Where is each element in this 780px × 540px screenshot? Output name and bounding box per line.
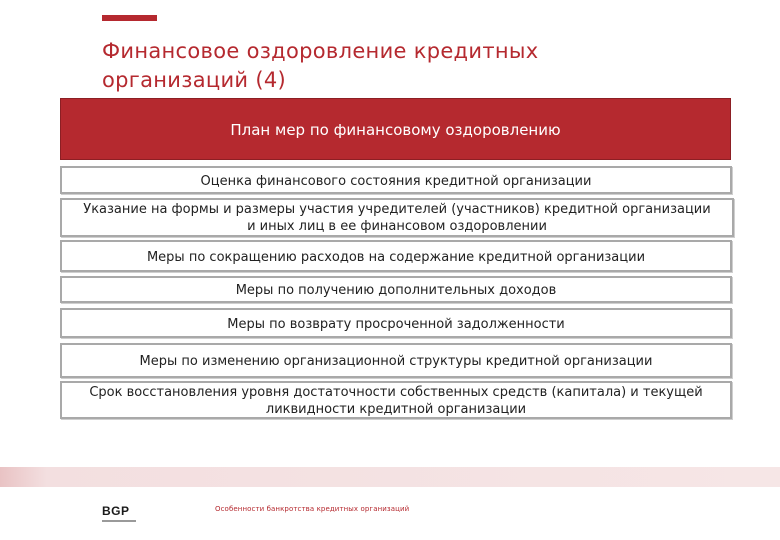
measure-box-financial-assessment: Оценка финансового состояния кредитной организации bbox=[60, 166, 732, 194]
measure-box-expense-reduction: Меры по сокращению расходов на содержание кредитной организации bbox=[60, 240, 732, 272]
slide-title bbox=[102, 37, 662, 95]
measure-box-founders-participation: Указание на формы и размеры участия учредителей (участников) кредитной организации и иных лиц в ее финансовом оздоровлении bbox=[60, 198, 734, 237]
bgp-logo bbox=[102, 505, 142, 525]
slide-title-line-2: организаций (4) bbox=[102, 68, 287, 92]
footer-band bbox=[0, 467, 780, 487]
measure-box-capital-liquidity-deadline: Срок восстановления уровня достаточности собственных средств (капитала) и текущей ликвидности кредитной организации bbox=[60, 381, 732, 419]
bgp-logo-text: BGP bbox=[102, 504, 130, 518]
plan-header-block: План мер по финансовому оздоровлению bbox=[60, 98, 731, 160]
footer-caption: Особенности банкротства кредитных организаций bbox=[215, 505, 410, 513]
measure-box-overdue-debt-recovery: Меры по возврату просроченной задолженности bbox=[60, 308, 732, 338]
title-accent-bar bbox=[102, 15, 157, 21]
measure-box-additional-income: Меры по получению дополнительных доходов bbox=[60, 276, 732, 303]
bgp-logo-underline bbox=[102, 520, 136, 522]
slide-title-line-1: Финансовое оздоровление кредитных bbox=[102, 39, 539, 63]
measure-box-org-structure-change: Меры по изменению организационной структуры кредитной организации bbox=[60, 343, 732, 378]
